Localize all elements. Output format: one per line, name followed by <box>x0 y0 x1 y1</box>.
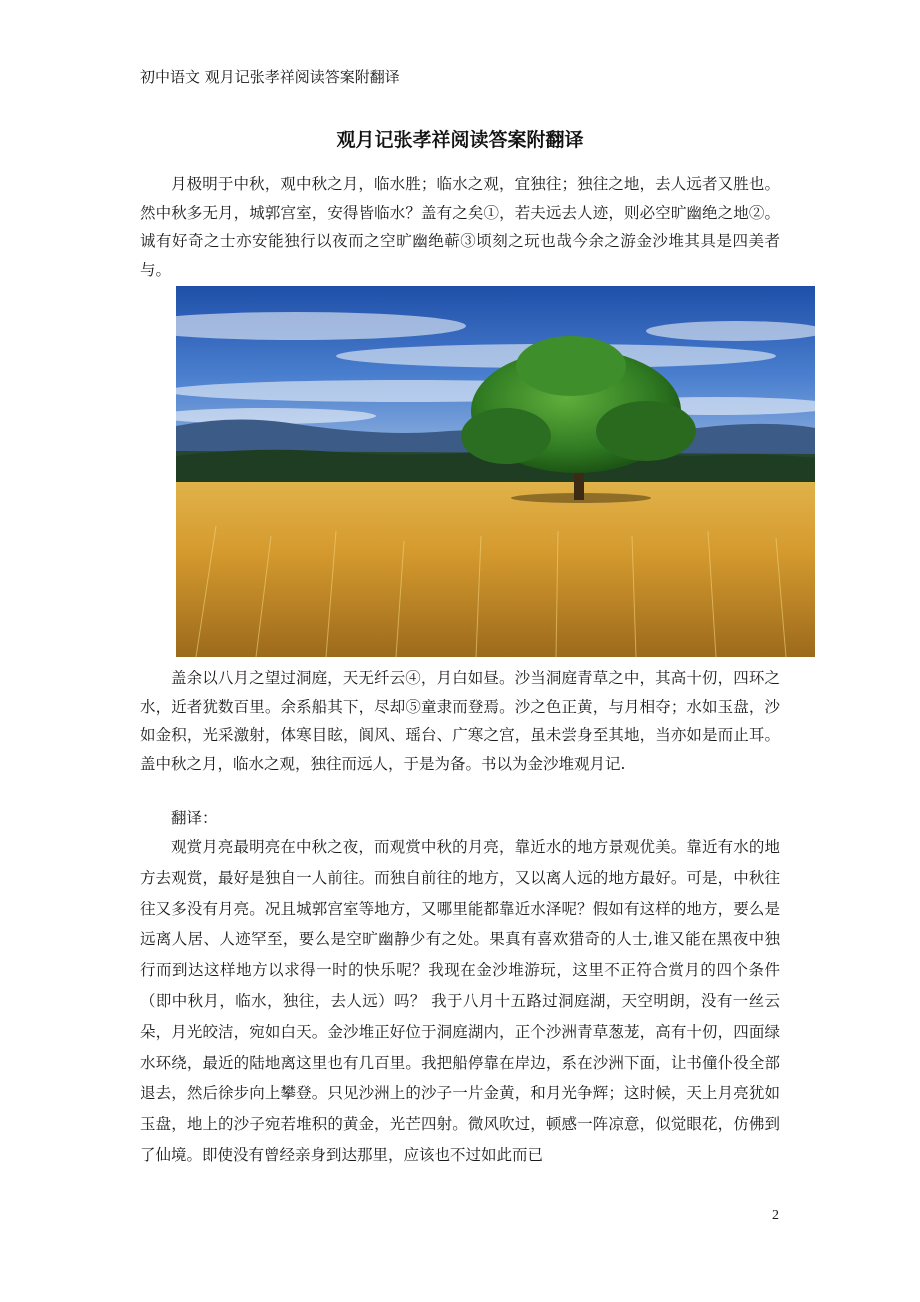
paragraph-translation: 观赏月亮最明亮在中秋之夜，而观赏中秋的月亮，靠近水的地方景观优美。靠近有水的地方去观赏，最好是独自一人前往。而独自前往的地方，又以离人远的地方最好。可是，中秋往往又多没有月亮。况且城郭宫室等地方，又哪里能都靠近水泽呢？假如有这样的地方，要么是远离人居、人迹罕至，要么是空旷幽静少有之处。果真有喜欢猎奇的人士,谁又能在黑夜中独行而到达这样地方以求得一时的快乐呢？我现在金沙堆游玩，这里不正符合赏月的四个条件（即中秋月，临水，独往，去人远）吗？ 我于八月十五路过洞庭湖，天空明朗，没有一丝云朵，月光皎洁，宛如白天。金沙堆正好位于洞庭湖内，正个沙洲青草葱茏，高有十仞，四面绿水环绕，最近的陆地离这里也有几百里。我把船停靠在岸边，系在沙洲下面，让书僮仆役全部退去，然后徐步向上攀登。只见沙洲上的沙子一片金黄，和月光争辉；这时候，天上月亮犹如玉盘，地上的沙子宛若堆积的黄金，光芒四射。微风吹过，顿感一阵凉意，似觉眼花，仿佛到了仙境。即使没有曾经亲身到达那里，应该也不过如此而已 <box>140 838 780 1164</box>
article-title: 观月记张孝祥阅读答案附翻译 <box>336 129 584 151</box>
wheat-field-tree-photo <box>176 286 815 657</box>
translation-label: 翻译： <box>171 809 218 827</box>
paragraph-original-1: 月极明于中秋，观中秋之月，临水胜；临水之观，宜独往；独往之地，去人远者又胜也。然中秋多无月，城郭宫室，安得皆临水？盖有之矣①，若夫远去人迹，则必空旷幽绝之地②。诚有好奇之士亦安能独行以夜而之空旷幽绝蕲③顷刻之玩也哉今余之游金沙堆其具是四美者与。 <box>140 175 780 279</box>
page-number: 2 <box>772 1208 779 1223</box>
page-header: 初中语文 观月记张孝祥阅读答案附翻译 <box>140 68 400 86</box>
paragraph-original-2: 盖余以八月之望过洞庭，天无纤云④，月白如昼。沙当洞庭青草之中，其高十仞，四环之水，近者犹数百里。余系船其下，尽却⑤童隶而登焉。沙之色正黄，与月相夺；水如玉盘，沙如金积，光采激射，体寒目眩，阆风、瑶台、广寒之宫，虽未尝身至其地，当亦如是而止耳。盖中秋之月，临水之观，独往而远人，于是为备。书以为金沙堆观月记. <box>140 669 780 773</box>
